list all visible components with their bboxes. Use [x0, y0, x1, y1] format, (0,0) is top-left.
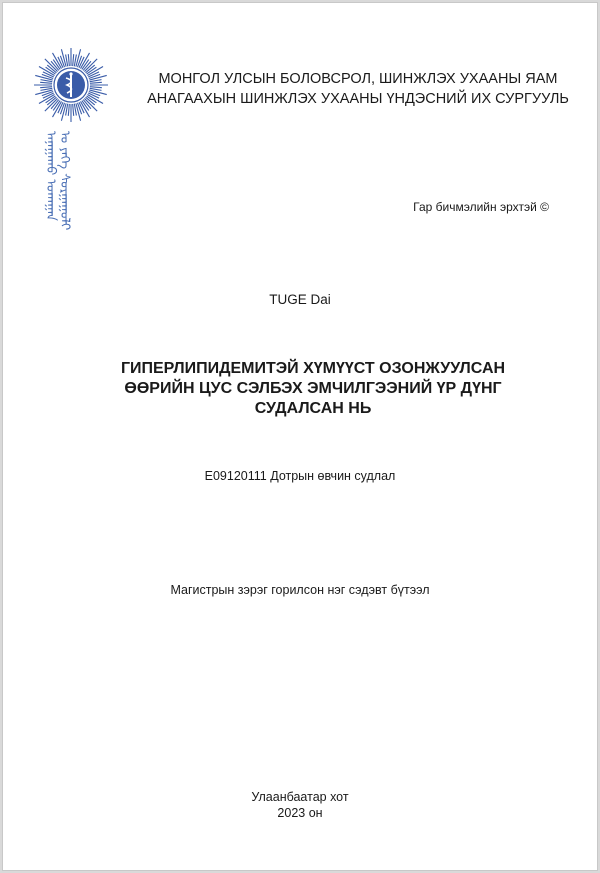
emblem-ray — [90, 82, 102, 83]
thesis-title-line: ӨӨРИЙН ЦУС СЭЛБЭХ ЭМЧИЛГЭЭНИЙ ҮР ДҮНГ — [124, 380, 502, 397]
year: 2023 он — [277, 806, 323, 820]
university-sun-emblem-icon — [33, 47, 109, 123]
emblem-ray — [84, 59, 97, 72]
emblem-ray — [40, 82, 52, 83]
university-name: АНАГААХЫН ШИНЖЛЭХ УХААНЫ ҮНДЭСНИЙ ИХ СУРГУУЛЬ — [147, 91, 569, 107]
thesis-cover-page — [2, 2, 598, 871]
emblem-ray — [68, 54, 69, 66]
emblem-ray — [73, 104, 74, 116]
thesis-title-line: ГИПЕРЛИПИДЕМИТЭЙ ХҮМҮҮСТ ОЗОНЖУУЛСАН — [120, 360, 506, 377]
institution-header — [143, 69, 573, 109]
emblem-ray — [45, 98, 58, 111]
emblem-ray — [68, 104, 69, 116]
emblem-ray — [45, 59, 58, 72]
city: Улаанбаатар хот — [251, 790, 349, 804]
thesis-title — [83, 359, 543, 419]
emblem-ray — [40, 87, 52, 88]
author-name: TUGE Dai — [269, 292, 331, 307]
degree-statement: Магистрын зэрэг горилсон нэг сэдэвт бүтээл — [170, 583, 430, 597]
place-and-year — [3, 789, 597, 821]
copyright-notice: Гар бичмэлийн эрхтэй © — [413, 200, 549, 214]
thesis-title-line: СУДАЛСАН НЬ — [254, 400, 372, 417]
emblem-ray — [90, 87, 102, 88]
ministry-name: МОНГОЛ УЛСЫН БОЛОВСРОЛ, ШИНЖЛЭХ УХААНЫ ЯАМ — [158, 71, 558, 87]
specialty-code: E09120111 Дотрын өвчин судлал — [204, 469, 396, 483]
emblem-ray — [73, 54, 74, 66]
emblem-ray — [84, 98, 97, 111]
mongolian-script-name: ᠠᠨᠠᠭᠠᠬᠤ ᠤᠬᠠᠭᠠᠨ ᠤ ᠶᠡᠬᠡ ᠰᠤᠷᠭᠠᠭᠤᠯᠢ — [43, 131, 72, 231]
